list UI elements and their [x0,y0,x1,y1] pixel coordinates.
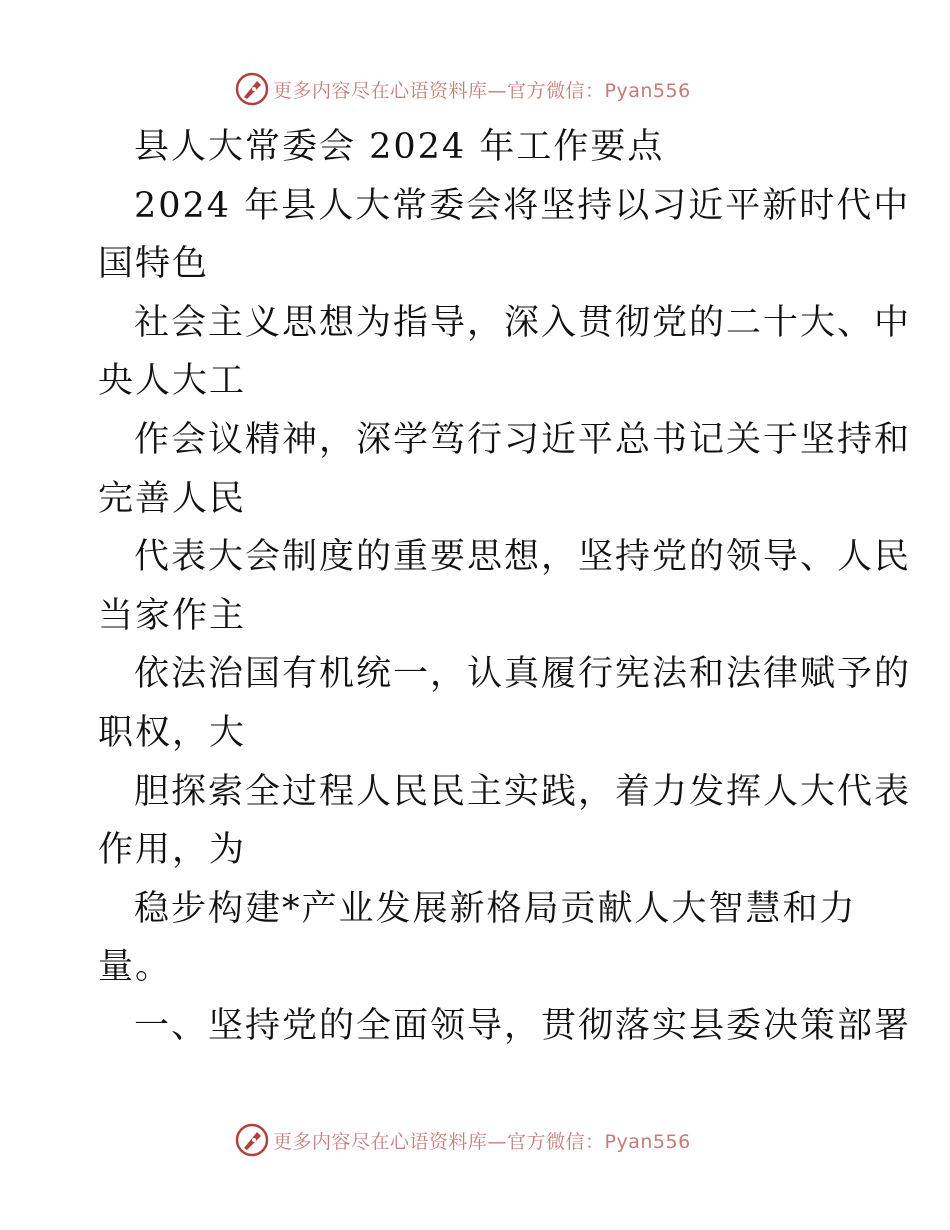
text-line: 社会主义思想为指导，深入贯彻党的二十大、中 [134,302,912,343]
text-line: 稳步构建*产业发展新格局贡献人大智慧和力 [134,888,857,929]
footer-watermark [235,1123,691,1157]
document-title: 县人大常委会 2024 年工作要点 [134,127,665,167]
header-watermark [235,72,691,106]
text-line: 量。 [98,947,173,988]
text-line: 2024 年县人大常委会将坚持以习近平新时代中 [134,185,911,226]
text-line: 职权，大 [98,712,247,753]
document-body [98,118,912,1056]
text-line: 胆探索全过程人民民主实践，着力发挥人大代表 [134,771,912,812]
watermark-text: 更多内容尽在心语资料库—官方微信：Pyan556 [273,1130,691,1153]
text-line: 作会议精神，深学笃行习近平总书记关于坚持和 [134,419,912,460]
pen-nib-circle-logo-icon [235,72,269,106]
text-line: 作用，为 [98,830,247,871]
section-heading: 一、坚持党的全面领导，贯彻落实县委决策部署 [134,1005,912,1046]
text-line: 央人大工 [98,361,247,402]
text-line: 依法治国有机统一，认真履行宪法和法律赋予的 [134,654,912,695]
text-line: 当家作主 [98,595,247,636]
watermark-text: 更多内容尽在心语资料库—官方微信：Pyan556 [273,79,691,102]
text-line: 完善人民 [98,478,247,519]
pen-nib-circle-logo-icon [235,1123,269,1157]
text-line: 国特色 [98,244,210,285]
text-line: 代表大会制度的重要思想，坚持党的领导、人民 [134,537,912,578]
